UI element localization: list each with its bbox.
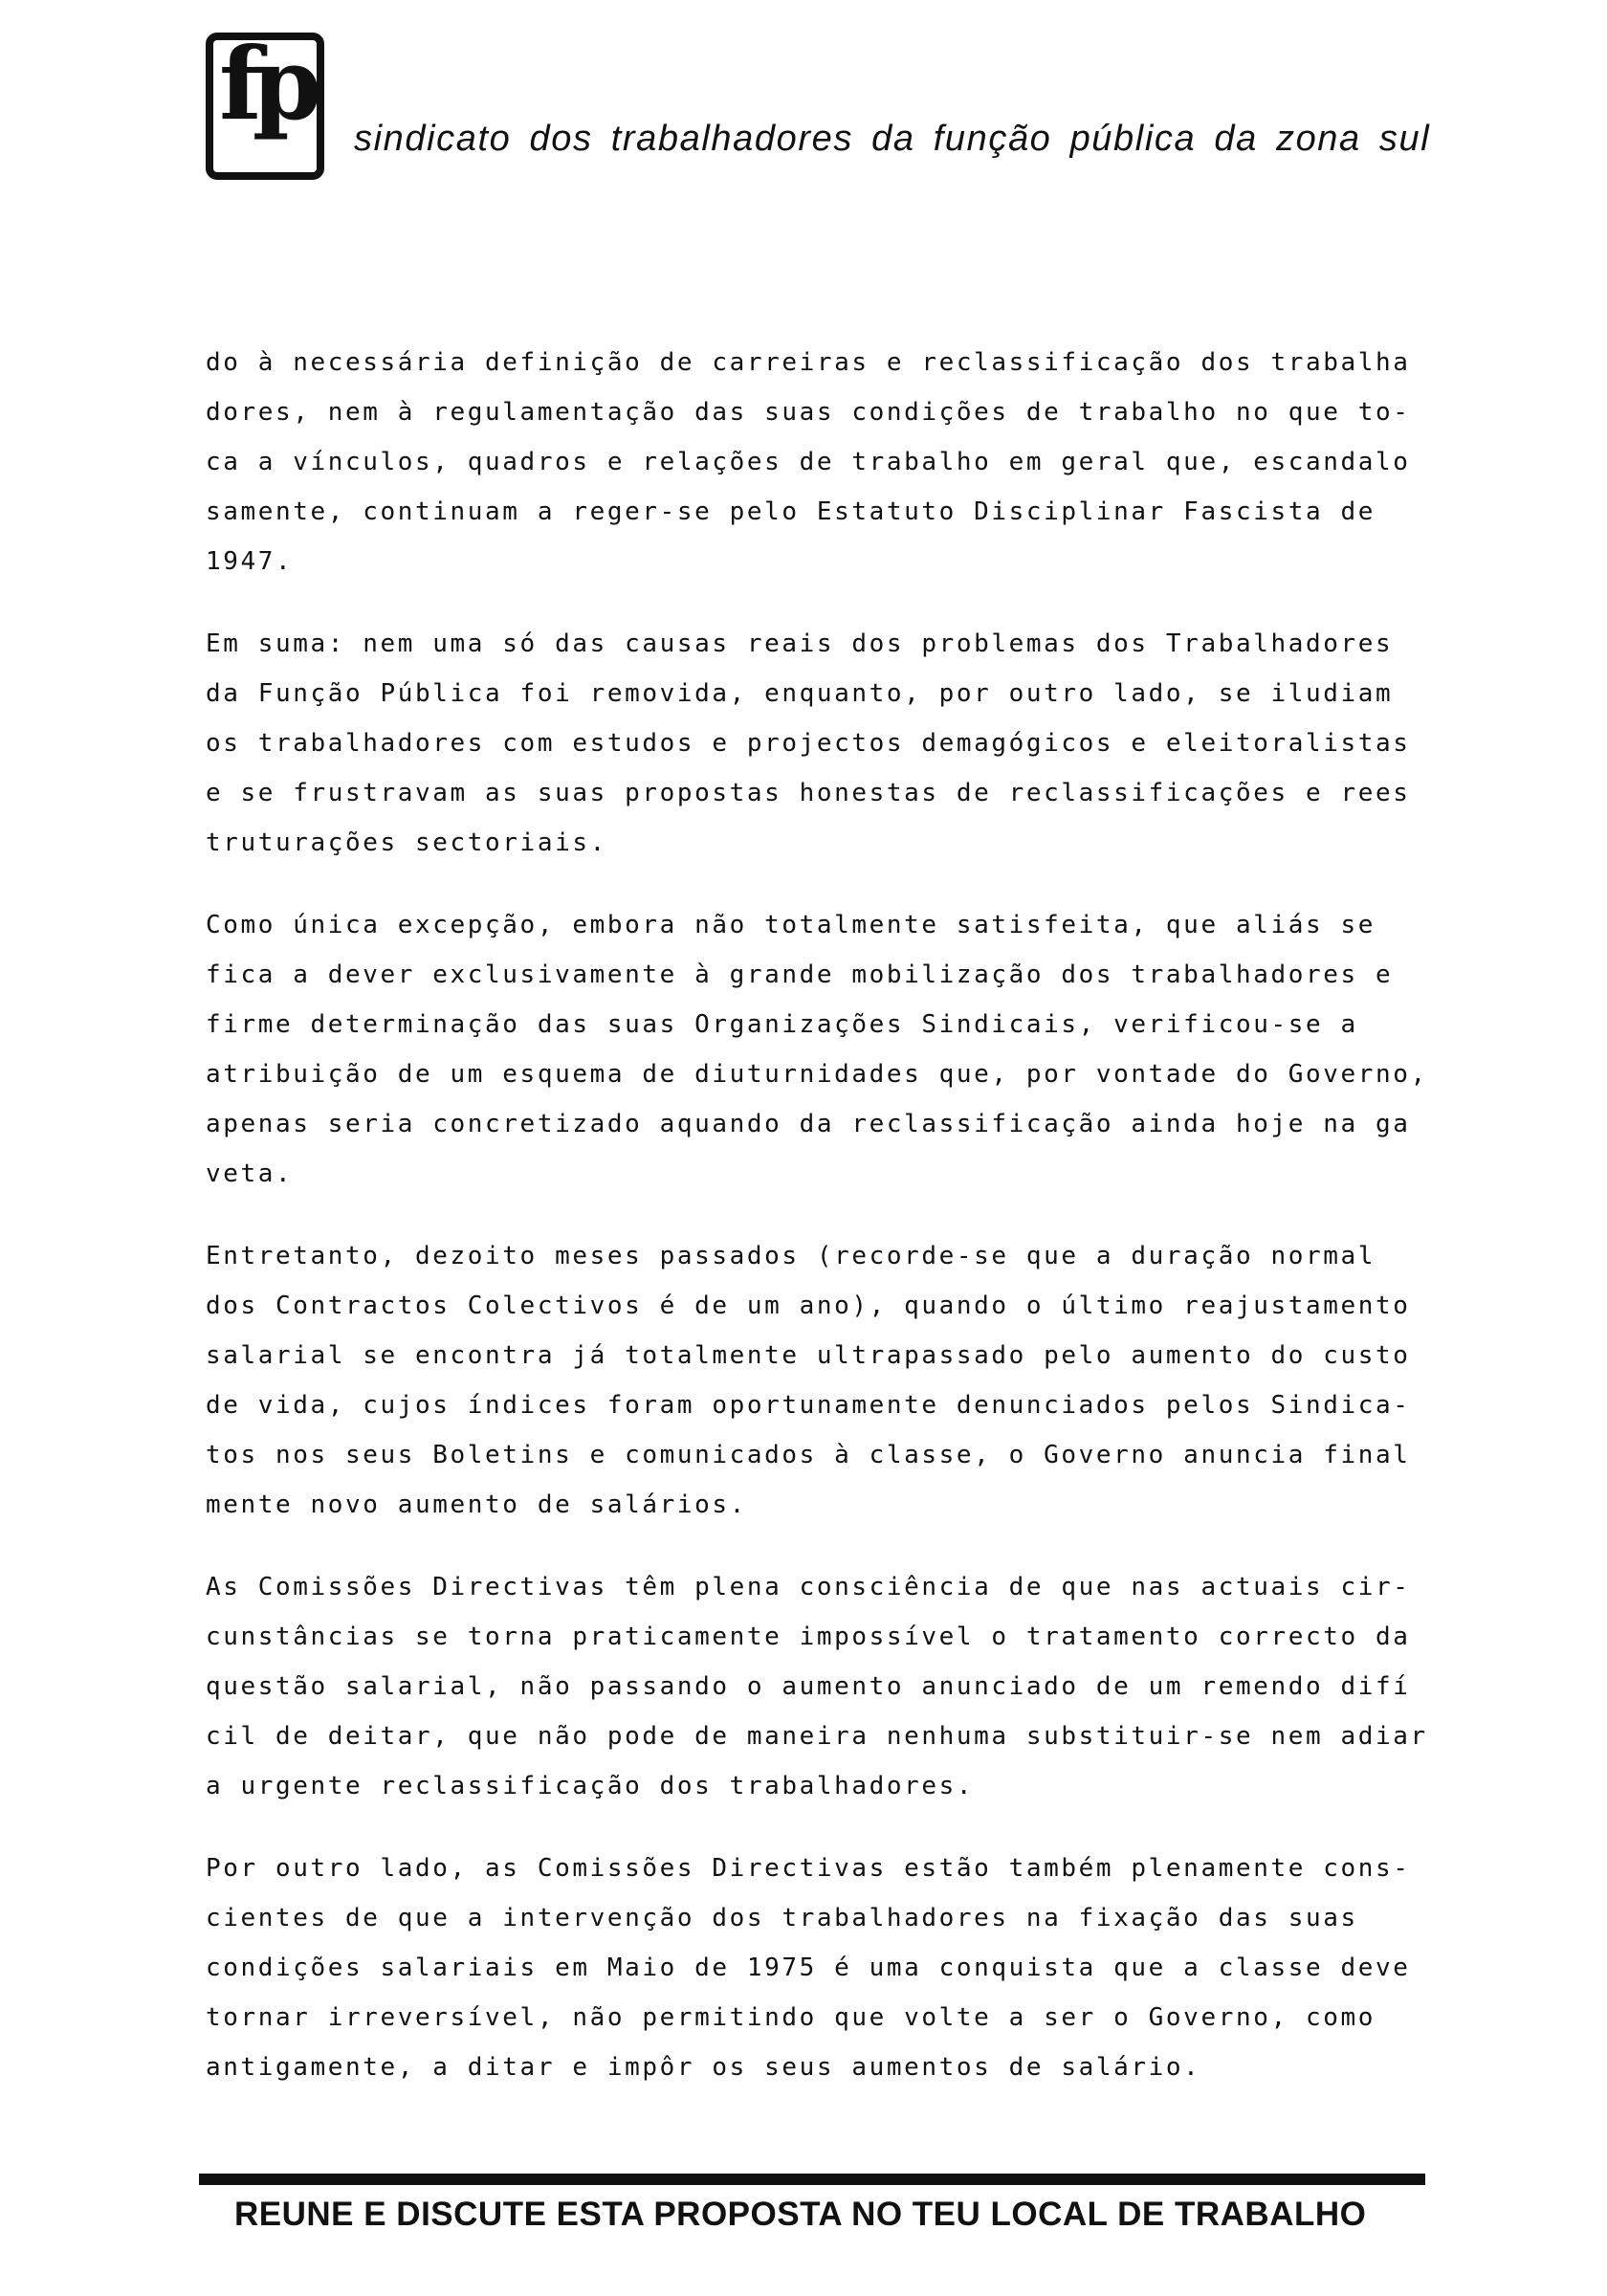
text-line: As Comissões Directivas têm plena consciência de que nas actuais cir- [206,1573,1411,1601]
text-line: 1947. [206,547,294,576]
union-logo [206,33,324,180]
text-line: dos Contractos Colectivos é de um ano), quando o último reajustamento [206,1292,1411,1320]
text-line: Em suma: nem uma só das causas reais dos problemas dos Trabalhadores [206,629,1394,658]
text-line: tornar irreversível, não permitindo que volte a ser o Governo, como [206,2003,1376,2032]
paragraph-4 [206,1231,1440,1530]
text-line: cunstâncias se torna praticamente impossível o tratamento correcto da [206,1623,1411,1651]
text-line: Como única excepção, embora não totalmente satisfeita, que aliás se [206,911,1376,939]
text-line: mente novo aumento de salários. [206,1490,747,1519]
text-line: questão salarial, não passando o aumento anunciado de um remendo difí [206,1672,1411,1701]
document-body [206,338,1440,2125]
text-line: Entretanto, dezoito meses passados (recorde-se que a duração normal [206,1242,1376,1270]
text-line: cil de deitar, que não pode de maneira nenhuma substituir-se nem adiar [206,1722,1428,1751]
text-line: salarial se encontra já totalmente ultrapassado pelo aumento do custo [206,1341,1411,1370]
text-line: da Função Pública foi removida, enquanto, por outro lado, se iludiam [206,679,1394,708]
text-line: antigamente, a ditar e impôr os seus aumentos de salário. [206,2053,1201,2082]
footer-slogan: REUNE E DISCUTE ESTA PROPOSTA NO TEU LOCAL DE TRABALHO [234,2196,1367,2233]
text-line: fica a dever exclusivamente à grande mobilização dos trabalhadores e [206,960,1394,989]
text-line: de vida, cujos índices foram oportunamente denunciados pelos Sindica- [206,1391,1411,1420]
text-line: a urgente reclassificação dos trabalhadores. [206,1772,975,1800]
paragraph-2 [206,619,1440,868]
text-line: e se frustravam as suas propostas honestas de reclassificações e rees [206,779,1411,807]
text-line: dores, nem à regulamentação das suas condições de trabalho no que to- [206,398,1411,427]
text-line: os trabalhadores com estudos e projectos demagógicos e eleitoralistas [206,729,1411,758]
logo-letters: fp [219,33,313,143]
text-line: apenas seria concretizado aquando da reclassificação ainda hoje na ga [206,1110,1411,1138]
text-line: cientes de que a intervenção dos trabalhadores na fixação das suas [206,1904,1358,1932]
text-line: condições salariais em Maio de 1975 é uma conquista que a classe deve [206,1954,1411,1982]
text-line: tos nos seus Boletins e comunicados à classe, o Governo anuncia final [206,1441,1411,1469]
text-line: samente, continuam a reger-se pelo Estatuto Disciplinar Fascista de [206,497,1376,526]
paragraph-5 [206,1562,1440,1811]
footer-divider [199,2174,1425,2185]
text-line: atribuição de um esquema de diuturnidades que, por vontade do Governo, [206,1060,1428,1089]
paragraph-3 [206,900,1440,1199]
text-line: firme determinação das suas Organizações Sindicais, verificou-se a [206,1010,1358,1039]
text-line: ca a vínculos, quadros e relações de trabalho em geral que, escandalo [206,448,1411,476]
text-line: do à necessária definição de carreiras e reclassificação dos trabalha [206,348,1411,377]
text-line: veta. [206,1159,294,1188]
text-line: truturações sectoriais. [206,828,607,857]
paragraph-6 [206,1843,1440,2092]
organization-name: sindicato dos trabalhadores da função pública da zona sul [354,119,1431,159]
letterhead [206,33,1449,186]
text-line: Por outro lado, as Comissões Directivas estão também plenamente cons- [206,1854,1411,1883]
paragraph-1 [206,338,1440,586]
